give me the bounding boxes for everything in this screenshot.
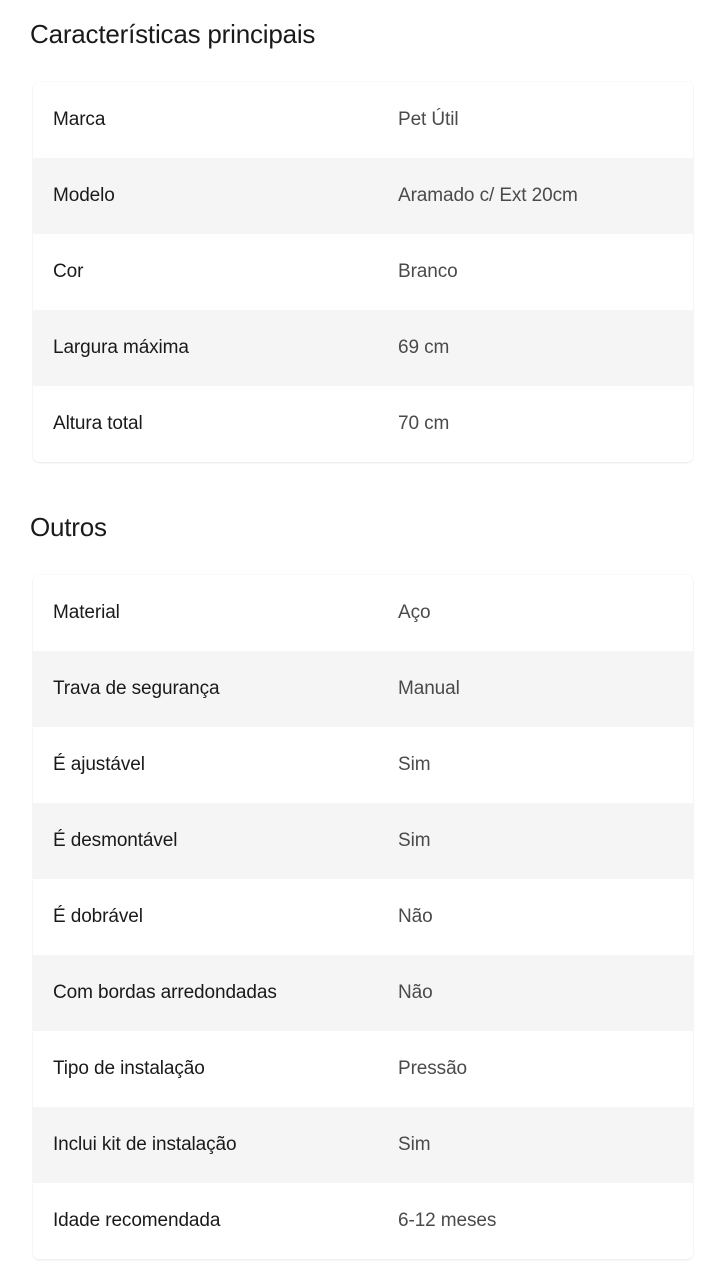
spec-row (33, 386, 693, 462)
spec-table-principais (33, 82, 693, 462)
spec-label: Idade recomendada (53, 1210, 221, 1231)
spec-value: Pressão (398, 1058, 468, 1079)
spec-label: É dobrável (53, 906, 143, 927)
spec-row (33, 727, 693, 803)
spec-label: Marca (53, 109, 106, 130)
spec-value: Não (398, 982, 433, 1003)
spec-value: Branco (398, 261, 458, 282)
spec-value: Manual (398, 678, 460, 699)
spec-label: Modelo (53, 185, 115, 206)
spec-label: É desmontável (53, 830, 178, 851)
spec-value: Sim (398, 1134, 431, 1155)
spec-label: Com bordas arredondadas (53, 982, 277, 1003)
spec-row (33, 1183, 693, 1259)
spec-value: 70 cm (398, 413, 450, 434)
spec-row (33, 1031, 693, 1107)
spec-value: Sim (398, 754, 431, 775)
spec-label: Largura máxima (53, 337, 189, 358)
section-title-principais: Características principais (30, 19, 316, 49)
spec-value: Aramado c/ Ext 20cm (398, 185, 578, 206)
spec-row (33, 955, 693, 1031)
spec-label: Inclui kit de instalação (53, 1134, 237, 1155)
spec-label: Trava de segurança (53, 678, 220, 699)
spec-value: Não (398, 906, 433, 927)
spec-label: Cor (53, 261, 84, 282)
spec-row (33, 651, 693, 727)
spec-row (33, 803, 693, 879)
spec-label: Material (53, 602, 120, 623)
spec-row (33, 158, 693, 234)
spec-table-outros (33, 575, 693, 1259)
spec-value: 6-12 meses (398, 1210, 497, 1231)
spec-value: Sim (398, 830, 431, 851)
spec-value: Aço (398, 602, 431, 623)
spec-row (33, 310, 693, 386)
spec-row (33, 1107, 693, 1183)
spec-label: Tipo de instalação (53, 1058, 205, 1079)
spec-value: Pet Útil (398, 109, 459, 130)
section-title-outros: Outros (30, 512, 107, 542)
spec-row (33, 575, 693, 651)
spec-row (33, 82, 693, 158)
spec-value: 69 cm (398, 337, 450, 358)
spec-row (33, 879, 693, 955)
spec-row (33, 234, 693, 310)
spec-label: Altura total (53, 413, 143, 434)
spec-label: É ajustável (53, 754, 145, 775)
